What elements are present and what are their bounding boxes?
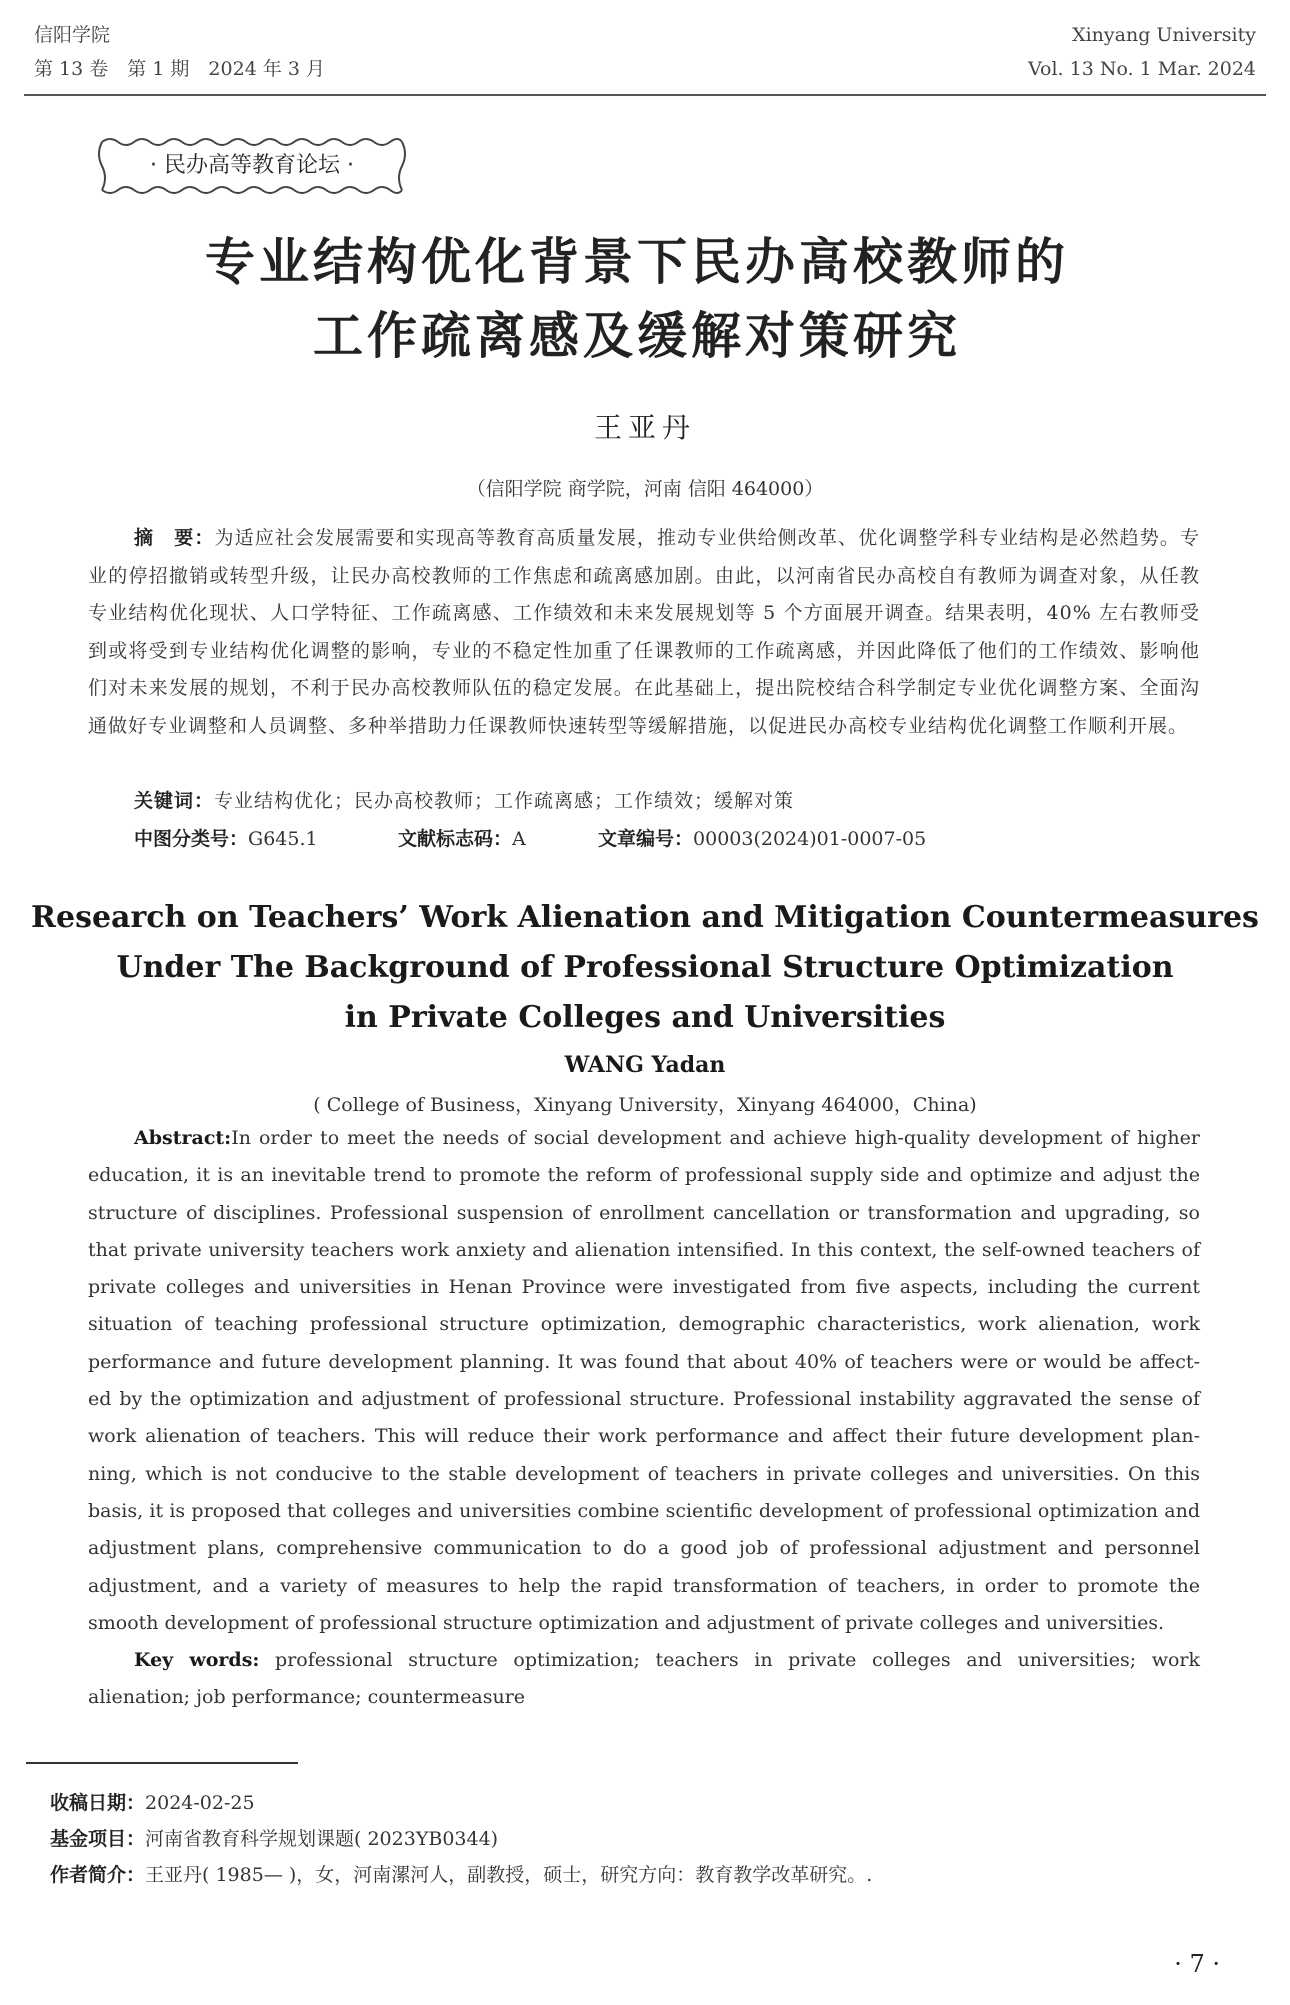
footnote-fund: [50, 1824, 498, 1851]
page-number: · 7 ·: [1174, 1950, 1220, 1978]
title-en-line2: Under The Background of Professional Structure Optimization: [116, 950, 1174, 985]
doc-code-label: 文献标志码：: [398, 828, 513, 850]
keywords-en: [88, 1642, 1200, 1717]
running-header-left: [34, 18, 325, 86]
fund-text: 河南省教育科学规划课题( 2023YB0344): [145, 1828, 499, 1850]
doc-code-value: A: [512, 828, 526, 850]
title-en-line1: Research on Teachers’ Work Alienation and Mitigation Countermeasures: [31, 900, 1259, 935]
keywords-cn-label: 关键词：: [134, 790, 215, 812]
footnote-received: [50, 1788, 255, 1815]
article-no-label: 文章编号：: [598, 828, 694, 850]
affiliation-en: ( College of Business，Xinyang University，Xinyang 464000，China): [313, 1094, 977, 1116]
author-bio-label: 作者简介：: [50, 1864, 146, 1886]
running-header-right: [1028, 18, 1256, 86]
received-label: 收稿日期：: [50, 1792, 146, 1814]
fund-label: 基金项目：: [50, 1828, 146, 1850]
clc-label: 中图分类号：: [134, 828, 249, 850]
abstract-en-label: Abstract:: [134, 1127, 232, 1149]
footnote-rule: [26, 1762, 298, 1764]
abstract-en: [88, 1120, 1200, 1642]
clc-value: G645.1: [248, 828, 318, 850]
title-cn-line2: 工作疏离感及缓解对策研究: [313, 307, 961, 365]
keywords-en-label: Key words:: [134, 1649, 260, 1671]
affiliation-cn: （信阳学院 商学院，河南 信阳 464000）: [466, 478, 824, 500]
keywords-cn: [134, 786, 794, 813]
received-date: 2024-02-25: [145, 1792, 255, 1814]
issue-info-cn: 第 13 卷 第 1 期 2024 年 3 月: [34, 58, 325, 80]
title-en-line3: in Private Colleges and Universities: [344, 1000, 946, 1035]
abstract-cn: [88, 520, 1200, 745]
journal-name-cn: 信阳学院: [34, 24, 111, 46]
author-en: WANG Yadan: [564, 1052, 726, 1078]
author-cn: 王亚丹: [593, 411, 696, 444]
title-cn-line1: 专业结构优化背景下民办高校教师的: [205, 233, 1069, 291]
column-tag: [96, 134, 408, 198]
classification-line: [134, 824, 926, 851]
abstract-cn-label: 摘 要：: [134, 527, 215, 549]
article-no-value: 00003(2024)01-0007-05: [693, 828, 927, 850]
column-label: · 民办高等教育论坛 ·: [150, 153, 354, 178]
keywords-en-text: professional structure optimization; teachers in private colleges and universities; work alienation; job performance; countermeasure: [88, 1649, 1201, 1709]
footnote-author-bio: [50, 1860, 872, 1887]
abstract-cn-text: 为适应社会发展需要和实现高等教育高质量发展，推动专业供给侧改革、优化调整学科专业结构是必然趋势。专业的停招撤销或转型升级，让民办高校教师的工作焦虑和疏离感加剧。由此，以河南省民办高校自有教师为调查对象，从任教专业结构优化现状、人口学特征、工作疏离感、工作绩效和未来发展规划等 5 个方面展开调查。结果表明，40% 左右教师受到或将受到专业结构优化调整的影响，专业的不稳定性加重了任课教师的工作疏离感，并因此降低了他们的工作绩效、影响他们对未来发展的规划，不利于民办高校教师队伍的稳定发展。在此基础上，提出院校结合科学制定专业优化调整方案、全面沟通做好专业调整和人员调整、多种举措助力任课教师快速转型等缓解措施，以促进民办高校专业结构优化调整工作顺利开展。: [88, 527, 1200, 737]
keywords-cn-text: 专业结构优化；民办高校教师；工作疏离感；工作绩效；缓解对策: [214, 790, 795, 812]
abstract-en-text: In order to meet the needs of social development and achieve high-quality development of higher education, it is an inevitable trend to promote the reform of professional supply side and optimize and adjust the structure of disciplines. Professional suspension of enrollment cancellation or transformation and upgrading, so that private university teachers work anxiety and alienation intensified. In this context, the self-owned teachers of private colleges and universities in Henan Province were investigated from five aspects, including the current situation of teaching professional structure optimization, demographic characteristics, work alienation, work performance and future development planning. It was found that about 40% of teachers were or would be affect-ed by the optimization and adjustment of professional structure. Professional instability aggravated the sense of work alienation of teachers. This will reduce their work performance and affect their future development plan-ning, which is not conducive to the stable development of teachers in private colleges and universities. On this basis, it is proposed that colleges and universities combine scientific development of professional optimization and adjustment plans, comprehensive communication to do a good job of professional adjustment and personnel adjustment, and a variety of measures to help the rapid transformation of teachers, in order to promote the smooth development of professional structure optimization and adjustment of private colleges and universities.: [88, 1127, 1200, 1634]
issue-info-en: Vol. 13 No. 1 Mar. 2024: [1028, 58, 1256, 80]
header-rule: [24, 94, 1266, 96]
author-bio-text: 王亚丹( 1985— )，女，河南漯河人，副教授，硕士，研究方向：教育教学改革研究。.: [145, 1864, 873, 1886]
journal-name-en: Xinyang University: [1072, 24, 1256, 46]
